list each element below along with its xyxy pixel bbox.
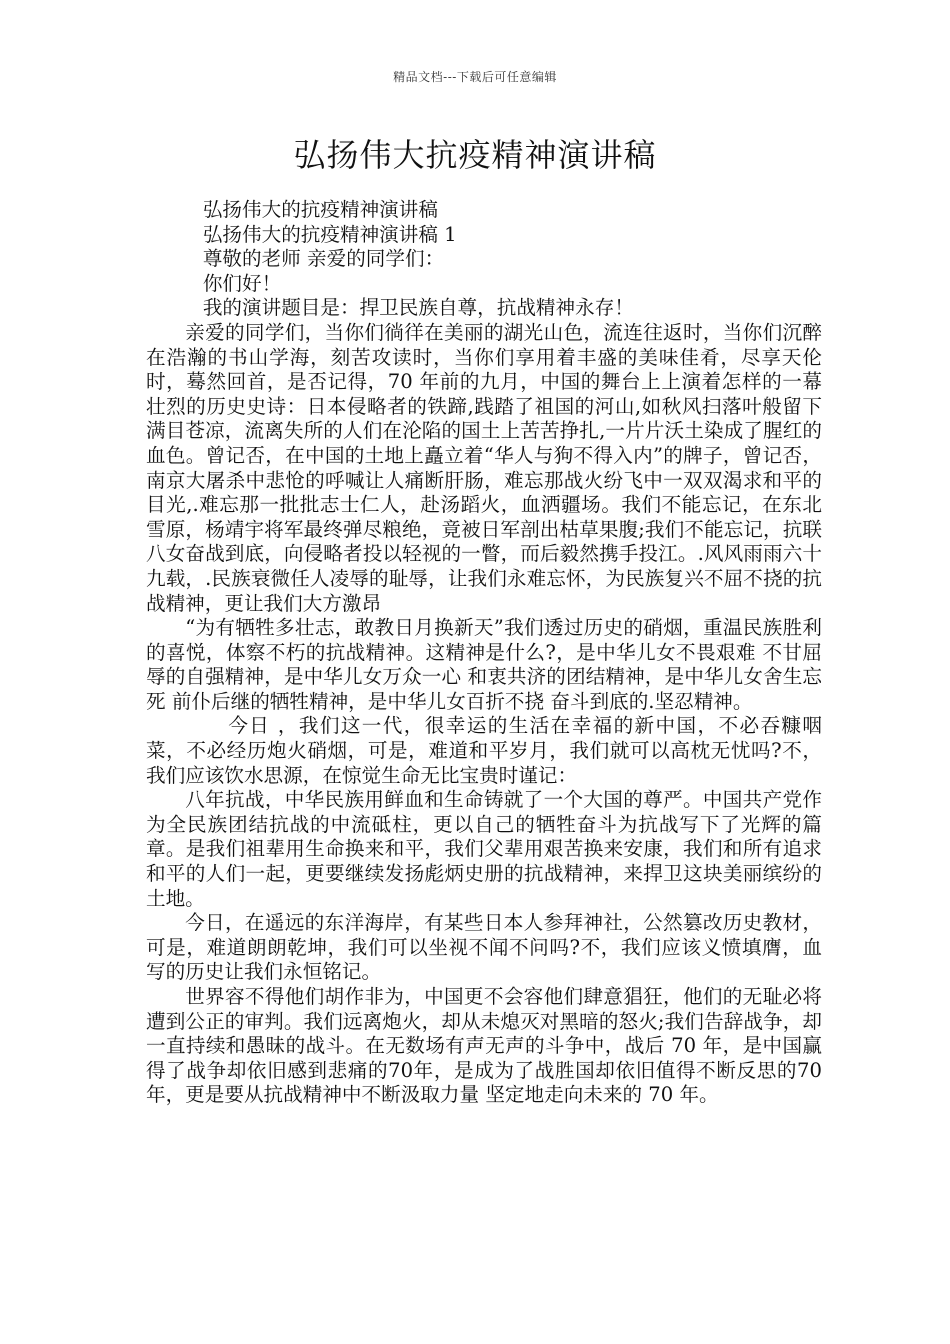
paragraph: 今日 ，我们这一代，很幸运的生活在幸福的新中国，不必吞糠咽菜，不必经历炮火硝烟，可是，难道和平岁月，我们就可以高枕无忧吗?不，我们应该饮水思源，在惊觉生命无比宝贵时谨记： xyxy=(146,714,822,787)
paragraph: 八年抗战，中华民族用鲜血和生命铸就了一个大国的尊严。中国共产党作为全民族团结抗战的中流砥柱，更以自己的牺牲奋斗为抗战写下了光辉的篇章。是我们祖辈用生命换来和平，我们父辈用艰苦换来安康，我们和所有追求和平的人们一起，更要继续发扬彪炳史册的抗战精神，来捍卫这块美丽缤纷的土地。 xyxy=(146,788,822,910)
document-title: 弘扬伟大抗疫精神演讲稿 xyxy=(293,136,657,174)
paragraph: 尊敬的老师 亲爱的同学们： xyxy=(202,247,445,271)
paragraph: 亲爱的同学们，当你们徜徉在美丽的湖光山色，流连往返时，当你们沉醉在浩瀚的书山学海，刻苦攻读时，当你们享用着丰盛的美味佳肴，尽享天伦时，蓦然回首，是否记得，70 年前的九月，中国的舞台上上演着怎样的一幕壮烈的历史史诗：日本侵略者的铁蹄,践踏了祖国的河山,如秋风扫落叶般留下满目苍凉，流离失所的人们在沦陷的国土上苦苦挣扎,一片片沃土染成了腥红的血色。曾记否，在中国的土地上矗立着“华人与狗不得入内”的牌子，曾记否，南京大屠杀中悲怆的呼喊让人痛断肝肠，难忘那战火纷飞中一双双渴求和平的目光,.难忘那一批批志士仁人，赴汤蹈火，血洒疆场。我们不能忘记，在东北雪原，杨靖宇将军最终弹尽粮绝，竟被日军剖出枯草果腹;我们不能忘记，抗联八女奋战到底，向侵略者投以轻视的一瞥，而后毅然携手投江。.风风雨雨六十九载，.民族衰微任人凌辱的耻辱，让我们永难忘怀，为民族复兴不屈不挠的抗战精神，更让我们大方激昂 xyxy=(146,320,822,615)
paragraph: 今日，在遥远的东洋海岸，有某些日本人参拜神社，公然篡改历史教材，可是，难道朗朗乾坤，我们可以坐视不闻不问吗?不，我们应该义愤填膺，血写的历史让我们永恒铭记。 xyxy=(146,911,822,984)
document-body xyxy=(146,198,822,1108)
paragraph: 弘扬伟大的抗疫精神演讲稿 1 xyxy=(202,222,457,246)
paragraph: 世界容不得他们胡作非为，中国更不会容他们肆意猖狂，他们的无耻必将遭到公正的审判。我们远离炮火，却从未熄灭对黑暗的怒火;我们告辞战争，却一直持续和愚昧的战斗。在无数场有声无声的斗争中，战后 70 年，是中国赢得了战争却依旧感到悲痛的70年，是成为了战胜国却依旧值得不断反思的70年，更是要从抗战精神中不断汲取力量 坚定地走向未来的 70 年。 xyxy=(146,985,822,1107)
paragraph: 弘扬伟大的抗疫精神演讲稿 xyxy=(202,198,438,221)
paragraph: 我的演讲题目是：捍卫民族自尊，抗战精神永存！ xyxy=(202,296,634,320)
paragraph: “为有牺牲多壮志，敢教日月换新天”我们透过历史的硝烟，重温民族胜利的喜悦，体察不朽的抗战精神。这精神是什么?，是中华儿女不畏艰难 不甘屈辱的自强精神，是中华儿女万众一心 和衷共济的团结精神，是中华儿女舍生忘死 前仆后继的牺牲精神，是中华儿女百折不挠 奋斗到底的.坚忍精神。 xyxy=(146,616,822,713)
paragraph: 你们好！ xyxy=(202,271,282,295)
page-header: 精品文档---下载后可任意编辑 xyxy=(393,70,557,84)
